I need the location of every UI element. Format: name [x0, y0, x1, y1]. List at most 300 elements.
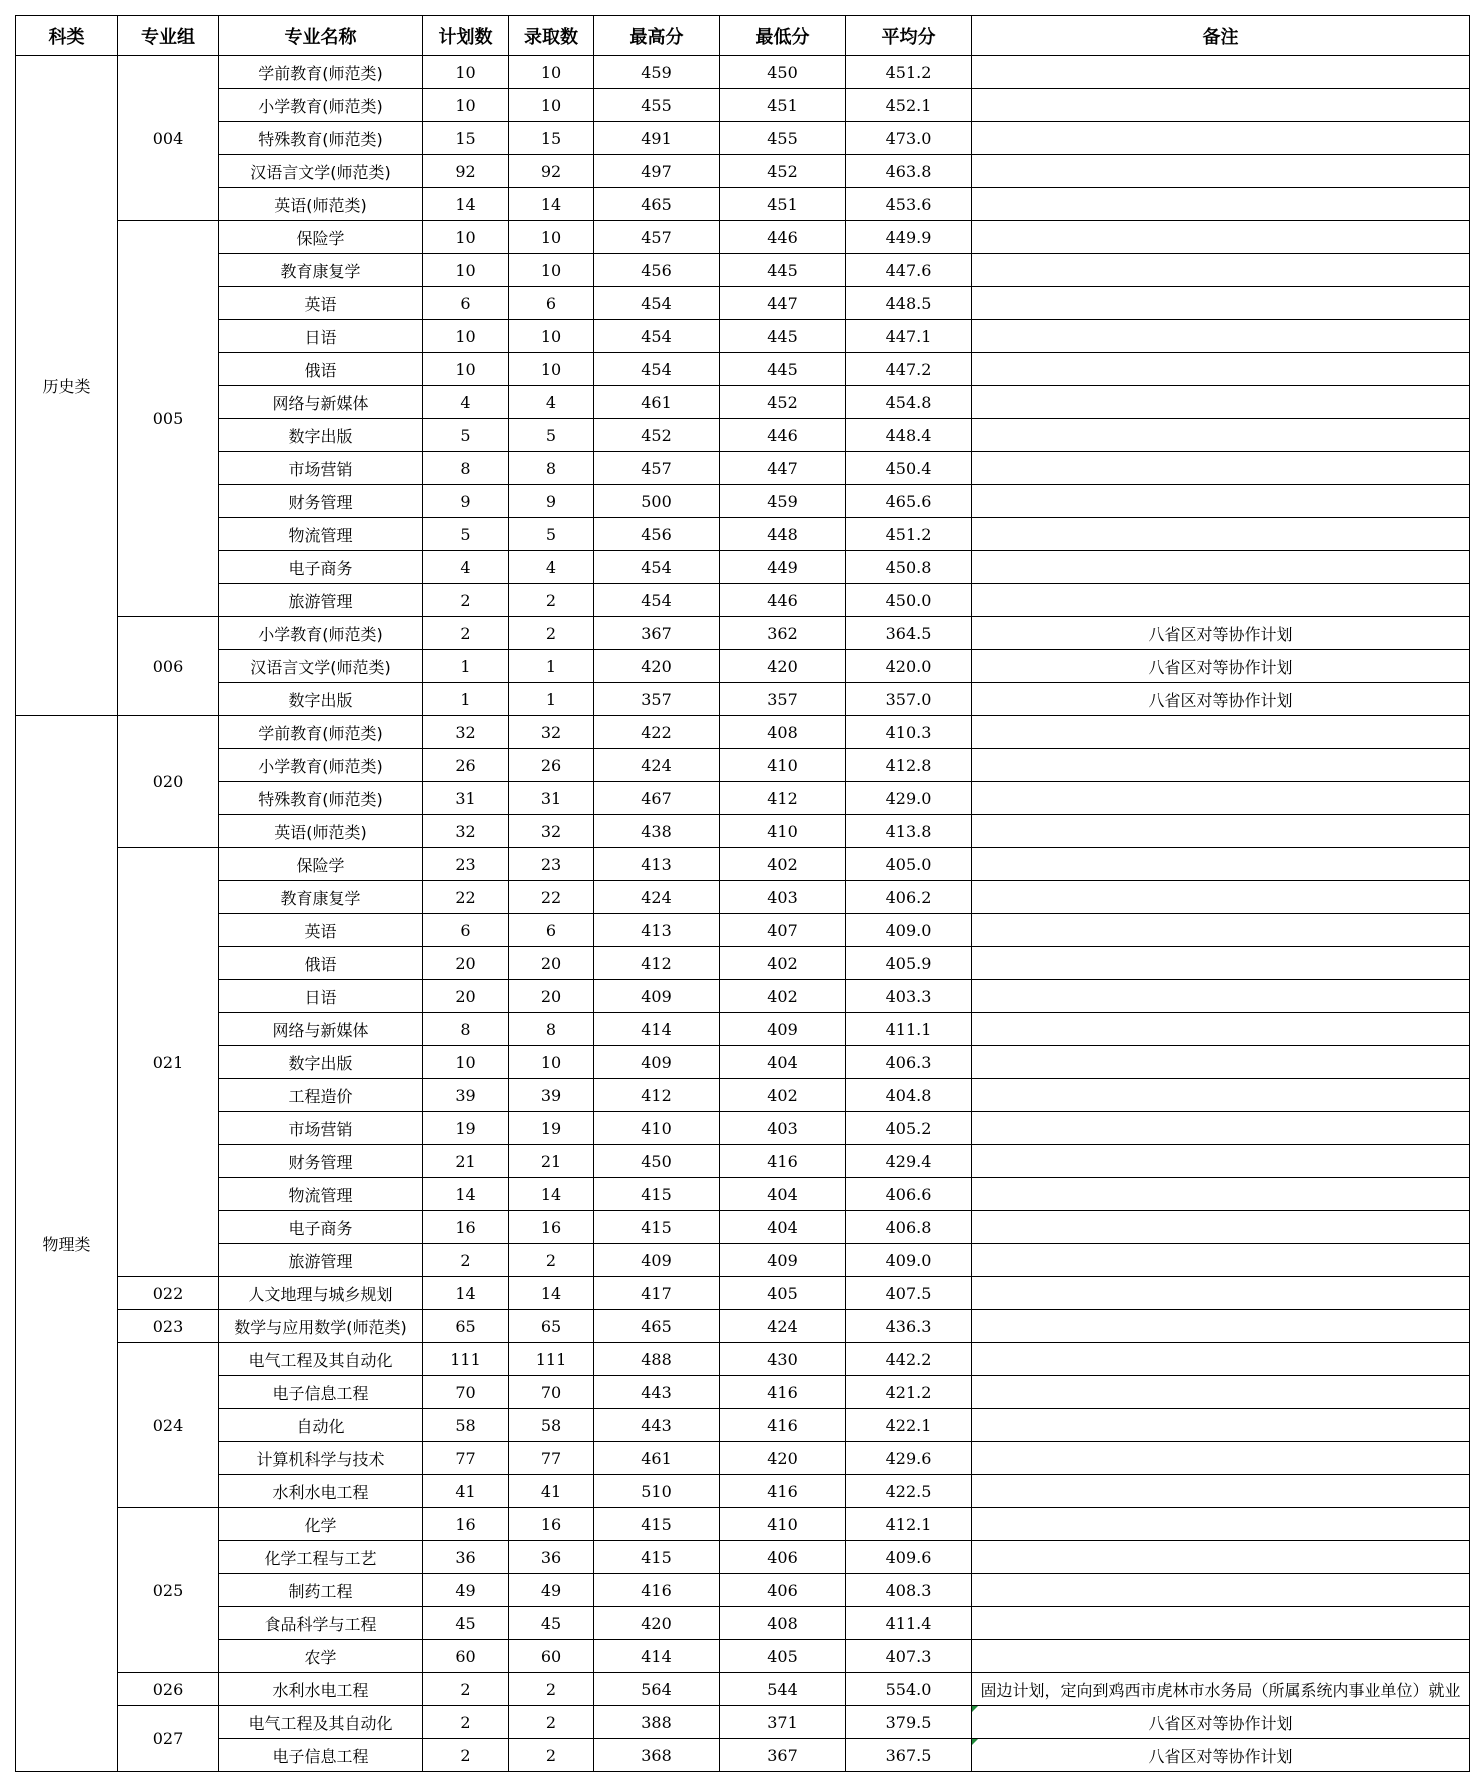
admitted-count-cell	[509, 1574, 594, 1607]
avg-score-cell-text: 451.2	[885, 524, 932, 544]
avg-score-cell	[846, 254, 972, 287]
plan-count-cell-text: 45	[455, 1613, 476, 1633]
plan-count-cell-text: 10	[455, 95, 476, 115]
min-score-cell	[720, 1409, 846, 1442]
avg-score-cell-text: 465.6	[885, 491, 932, 511]
major-name-cell	[219, 1211, 423, 1244]
plan-count-cell	[423, 287, 509, 320]
header-remark: 备注	[972, 16, 1470, 56]
plan-count-cell-text: 2	[460, 590, 471, 610]
max-score-cell-text: 497	[641, 161, 672, 181]
group-code-cell: 004	[118, 56, 219, 221]
min-score-cell	[720, 1211, 846, 1244]
avg-score-cell	[846, 914, 972, 947]
min-score-cell-text: 544	[767, 1679, 798, 1699]
table-row	[16, 89, 1470, 122]
major-name-cell	[219, 650, 423, 683]
max-score-cell	[594, 419, 720, 452]
plan-count-cell	[423, 1706, 509, 1739]
remark-cell-text: 八省区对等协作计划	[1148, 1713, 1293, 1733]
min-score-cell-text: 404	[767, 1184, 798, 1204]
avg-score-cell-text: 407.3	[885, 1646, 932, 1666]
plan-count-cell	[423, 155, 509, 188]
avg-score-cell-text: 364.5	[885, 623, 932, 643]
avg-score-cell	[846, 287, 972, 320]
table-row	[16, 353, 1470, 386]
admitted-count-cell	[509, 716, 594, 749]
remark-cell	[972, 1541, 1470, 1574]
avg-score-cell-text: 436.3	[885, 1316, 932, 1336]
remark-cell	[972, 650, 1470, 683]
admitted-count-cell	[509, 848, 594, 881]
max-score-cell-text: 465	[641, 1316, 672, 1336]
min-score-cell-text: 405	[767, 1283, 798, 1303]
plan-count-cell-text: 1	[460, 656, 471, 676]
admitted-count-cell	[509, 1079, 594, 1112]
table-row	[16, 1508, 1470, 1541]
plan-count-cell	[423, 1409, 509, 1442]
avg-score-cell	[846, 980, 972, 1013]
group-code-cell: 005	[118, 221, 219, 617]
avg-score-cell	[846, 749, 972, 782]
min-score-cell-text: 451	[767, 95, 798, 115]
major-name-cell	[219, 221, 423, 254]
plan-count-cell-text: 49	[455, 1580, 476, 1600]
avg-score-cell	[846, 1574, 972, 1607]
major-name-cell-text: 电子信息工程	[272, 1746, 369, 1766]
major-name-cell-text: 食品科学与工程	[264, 1614, 377, 1634]
max-score-cell-text: 414	[641, 1646, 672, 1666]
table-row	[16, 1013, 1470, 1046]
min-score-cell	[720, 419, 846, 452]
plan-count-cell-text: 9	[460, 491, 471, 511]
admitted-count-cell-text: 65	[540, 1316, 562, 1336]
max-score-cell	[594, 1640, 720, 1673]
max-score-cell-text: 459	[641, 62, 672, 82]
major-name-cell	[219, 1409, 423, 1442]
major-name-cell	[219, 1376, 423, 1409]
min-score-cell-text: 445	[767, 326, 798, 346]
plan-count-cell-text: 8	[460, 458, 471, 478]
plan-count-cell	[423, 320, 509, 353]
admitted-count-cell	[509, 221, 594, 254]
avg-score-cell	[846, 881, 972, 914]
remark-cell	[972, 947, 1470, 980]
plan-count-cell	[423, 1541, 509, 1574]
max-score-cell	[594, 188, 720, 221]
avg-score-cell-text: 453.6	[885, 194, 932, 214]
remark-cell	[972, 221, 1470, 254]
min-score-cell	[720, 1079, 846, 1112]
min-score-cell-text: 445	[767, 260, 798, 280]
avg-score-cell	[846, 947, 972, 980]
category-cell: 历史类	[16, 56, 118, 716]
max-score-cell-text: 414	[641, 1019, 672, 1039]
table-row	[16, 947, 1470, 980]
plan-count-cell	[423, 188, 509, 221]
max-score-cell	[594, 221, 720, 254]
min-score-cell	[720, 947, 846, 980]
max-score-cell	[594, 782, 720, 815]
min-score-cell	[720, 122, 846, 155]
admitted-count-cell-text: 77	[540, 1448, 562, 1468]
admitted-count-cell	[509, 1475, 594, 1508]
max-score-cell-text: 443	[641, 1415, 672, 1435]
table-row	[16, 1574, 1470, 1607]
major-name-cell	[219, 89, 423, 122]
remark-cell	[972, 1211, 1470, 1244]
plan-count-cell-text: 5	[460, 524, 471, 544]
avg-score-cell-text: 411.4	[885, 1613, 932, 1633]
remark-cell	[972, 1508, 1470, 1541]
avg-score-cell	[846, 584, 972, 617]
max-score-cell-text: 416	[641, 1580, 672, 1600]
max-score-cell	[594, 1541, 720, 1574]
min-score-cell-text: 446	[767, 590, 798, 610]
min-score-cell	[720, 683, 846, 716]
admitted-count-cell-text: 5	[545, 425, 557, 445]
header-major: 专业名称	[219, 16, 423, 56]
major-name-cell-text: 物流管理	[288, 525, 353, 545]
max-score-cell	[594, 716, 720, 749]
table-row	[16, 1673, 1470, 1706]
min-score-cell	[720, 782, 846, 815]
min-score-cell-text: 452	[767, 392, 798, 412]
avg-score-cell	[846, 122, 972, 155]
remark-cell	[972, 1277, 1470, 1310]
min-score-cell	[720, 1277, 846, 1310]
avg-score-cell-text: 412.8	[885, 755, 932, 775]
avg-score-cell	[846, 1541, 972, 1574]
admitted-count-cell	[509, 551, 594, 584]
table-row	[16, 56, 1470, 89]
remark-cell	[972, 254, 1470, 287]
plan-count-cell-text: 36	[455, 1547, 476, 1567]
table-row	[16, 683, 1470, 716]
admitted-count-cell	[509, 1343, 594, 1376]
min-score-cell-text: 416	[767, 1481, 798, 1501]
plan-count-cell-text: 58	[455, 1415, 476, 1435]
major-name-cell-text: 教育康复学	[280, 888, 361, 908]
min-score-cell-text: 409	[767, 1019, 798, 1039]
admitted-count-cell-text: 10	[540, 62, 562, 82]
major-name-cell-text: 财务管理	[288, 1152, 353, 1172]
admitted-count-cell-text: 22	[540, 887, 562, 907]
plan-count-cell-text: 5	[460, 425, 471, 445]
admitted-count-cell	[509, 1607, 594, 1640]
table-row	[16, 386, 1470, 419]
plan-count-cell	[423, 1079, 509, 1112]
remark-cell	[972, 914, 1470, 947]
max-score-cell-text: 454	[641, 293, 672, 313]
avg-score-cell	[846, 1145, 972, 1178]
plan-count-cell	[423, 1046, 509, 1079]
group-code-cell: 026	[118, 1673, 219, 1706]
admitted-count-cell-text: 6	[545, 293, 557, 313]
min-score-cell	[720, 881, 846, 914]
min-score-cell-text: 420	[767, 1448, 798, 1468]
table-row	[16, 1310, 1470, 1343]
remark-cell-text: 八省区对等协作计划	[1148, 690, 1293, 710]
table-row	[16, 1607, 1470, 1640]
admitted-count-cell	[509, 254, 594, 287]
admitted-count-cell	[509, 56, 594, 89]
min-score-cell	[720, 254, 846, 287]
avg-score-cell-text: 463.8	[885, 161, 932, 181]
major-name-cell-text: 英语	[304, 921, 337, 941]
avg-score-cell-text: 452.1	[885, 95, 932, 115]
avg-score-cell	[846, 1013, 972, 1046]
plan-count-cell-text: 2	[460, 1250, 471, 1270]
max-score-cell	[594, 155, 720, 188]
max-score-cell	[594, 1376, 720, 1409]
plan-count-cell-text: 70	[455, 1382, 476, 1402]
admitted-count-cell-text: 2	[545, 590, 557, 610]
group-code-cell: 025	[118, 1508, 219, 1673]
avg-score-cell	[846, 848, 972, 881]
major-name-cell	[219, 1673, 423, 1706]
major-name-cell	[219, 683, 423, 716]
min-score-cell-text: 402	[767, 854, 798, 874]
major-name-cell-text: 教育康复学	[280, 261, 361, 281]
major-name-cell-text: 小学教育(师范类)	[258, 96, 383, 116]
remark-cell	[972, 1079, 1470, 1112]
major-name-cell-text: 数字出版	[288, 1053, 353, 1073]
major-name-cell-text: 英语	[304, 294, 337, 314]
min-score-cell	[720, 1574, 846, 1607]
plan-count-cell	[423, 254, 509, 287]
max-score-cell	[594, 1343, 720, 1376]
max-score-cell	[594, 254, 720, 287]
avg-score-cell-text: 404.8	[885, 1085, 932, 1105]
min-score-cell	[720, 848, 846, 881]
admitted-count-cell	[509, 1376, 594, 1409]
min-score-cell	[720, 1706, 846, 1739]
admitted-count-cell-text: 45	[540, 1613, 562, 1633]
avg-score-cell	[846, 782, 972, 815]
avg-score-cell	[846, 386, 972, 419]
table-row	[16, 1475, 1470, 1508]
major-name-cell-text: 学前教育(师范类)	[258, 63, 383, 83]
table-row	[16, 1277, 1470, 1310]
major-name-cell-text: 学前教育(师范类)	[258, 723, 383, 743]
min-score-cell	[720, 1112, 846, 1145]
major-name-cell-text: 汉语言文学(师范类)	[250, 162, 391, 182]
plan-count-cell	[423, 617, 509, 650]
major-name-cell-text: 制药工程	[288, 1581, 353, 1601]
avg-score-cell-text: 449.9	[885, 227, 932, 247]
major-name-cell	[219, 980, 423, 1013]
remark-cell	[972, 815, 1470, 848]
remark-cell	[972, 1442, 1470, 1475]
plan-count-cell	[423, 848, 509, 881]
plan-count-cell-text: 10	[455, 227, 476, 247]
remark-cell	[972, 287, 1470, 320]
major-name-cell	[219, 1343, 423, 1376]
max-score-cell	[594, 881, 720, 914]
group-code-cell: 023	[118, 1310, 219, 1343]
plan-count-cell-text: 19	[455, 1118, 476, 1138]
max-score-cell-text: 422	[641, 722, 672, 742]
major-name-cell	[219, 56, 423, 89]
avg-score-cell	[846, 1442, 972, 1475]
plan-count-cell-text: 2	[460, 1712, 471, 1732]
plan-count-cell-text: 10	[455, 326, 476, 346]
remark-cell	[972, 1475, 1470, 1508]
avg-score-cell-text: 447.1	[885, 326, 932, 346]
max-score-cell	[594, 56, 720, 89]
major-name-cell	[219, 122, 423, 155]
max-score-cell-text: 456	[641, 524, 672, 544]
table-row	[16, 155, 1470, 188]
table-row	[16, 1046, 1470, 1079]
min-score-cell-text: 408	[767, 1613, 798, 1633]
major-name-cell-text: 保险学	[296, 855, 345, 875]
min-score-cell-text: 424	[767, 1316, 798, 1336]
header-plan: 计划数	[423, 16, 509, 56]
min-score-cell-text: 402	[767, 1085, 798, 1105]
major-name-cell	[219, 353, 423, 386]
major-name-cell	[219, 386, 423, 419]
max-score-cell-text: 409	[641, 1250, 672, 1270]
avg-score-cell-text: 447.2	[885, 359, 932, 379]
admitted-count-cell	[509, 1277, 594, 1310]
major-name-cell-text: 旅游管理	[288, 1251, 353, 1271]
avg-score-cell-text: 447.6	[885, 260, 932, 280]
admitted-count-cell-text: 8	[545, 1019, 557, 1039]
max-score-cell-text: 388	[641, 1712, 672, 1732]
min-score-cell	[720, 650, 846, 683]
avg-score-cell	[846, 419, 972, 452]
remark-cell-text: 固边计划，定向到鸡西市虎林市水务局（所属系统内事业单位）就业	[980, 1680, 1461, 1700]
min-score-cell	[720, 1607, 846, 1640]
max-score-cell-text: 500	[641, 491, 672, 511]
max-score-cell-text: 443	[641, 1382, 672, 1402]
plan-count-cell-text: 92	[455, 161, 476, 181]
admitted-count-cell-text: 92	[540, 161, 562, 181]
plan-count-cell	[423, 914, 509, 947]
min-score-cell-text: 446	[767, 227, 798, 247]
admitted-count-cell-text: 23	[540, 854, 562, 874]
avg-score-cell	[846, 89, 972, 122]
major-name-cell	[219, 1442, 423, 1475]
max-score-cell	[594, 1706, 720, 1739]
remark-cell	[972, 1376, 1470, 1409]
major-name-cell	[219, 1244, 423, 1277]
avg-score-cell	[846, 1706, 972, 1739]
major-name-cell-text: 电气工程及其自动化	[248, 1350, 393, 1370]
max-score-cell	[594, 1607, 720, 1640]
avg-score-cell-text: 367.5	[885, 1745, 932, 1765]
max-score-cell	[594, 1310, 720, 1343]
table-row	[16, 881, 1470, 914]
plan-count-cell	[423, 1211, 509, 1244]
admitted-count-cell	[509, 1211, 594, 1244]
max-score-cell-text: 413	[641, 920, 672, 940]
admitted-count-cell	[509, 1508, 594, 1541]
admission-scores-table	[15, 15, 1470, 1772]
admitted-count-cell	[509, 89, 594, 122]
major-name-cell-text: 物流管理	[288, 1185, 353, 1205]
table-row	[16, 815, 1470, 848]
remark-cell-text: 八省区对等协作计划	[1148, 624, 1293, 644]
min-score-cell	[720, 1673, 846, 1706]
avg-score-cell-text: 429.6	[885, 1448, 932, 1468]
min-score-cell-text: 403	[767, 887, 798, 907]
max-score-cell	[594, 749, 720, 782]
major-name-cell	[219, 1475, 423, 1508]
max-score-cell	[594, 485, 720, 518]
max-score-cell-text: 417	[641, 1283, 672, 1303]
admitted-count-cell-text: 2	[545, 623, 557, 643]
min-score-cell-text: 357	[767, 689, 798, 709]
avg-score-cell	[846, 1343, 972, 1376]
major-name-cell	[219, 1607, 423, 1640]
plan-count-cell	[423, 1673, 509, 1706]
max-score-cell-text: 457	[641, 227, 672, 247]
plan-count-cell-text: 77	[455, 1448, 476, 1468]
admitted-count-cell	[509, 1013, 594, 1046]
admitted-count-cell-text: 39	[540, 1085, 562, 1105]
major-name-cell-text: 特殊教育(师范类)	[258, 129, 383, 149]
plan-count-cell-text: 14	[455, 1184, 476, 1204]
major-name-cell	[219, 782, 423, 815]
header-category: 科类	[16, 16, 118, 56]
avg-score-cell-text: 408.3	[885, 1580, 932, 1600]
remark-cell	[972, 485, 1470, 518]
max-score-cell	[594, 320, 720, 353]
plan-count-cell	[423, 716, 509, 749]
avg-score-cell-text: 429.4	[885, 1151, 932, 1171]
table-row	[16, 1178, 1470, 1211]
min-score-cell-text: 447	[767, 458, 798, 478]
max-score-cell-text: 491	[641, 128, 672, 148]
table-row	[16, 320, 1470, 353]
max-score-cell	[594, 650, 720, 683]
min-score-cell	[720, 353, 846, 386]
error-indicator-icon	[972, 1706, 978, 1712]
min-score-cell	[720, 320, 846, 353]
admitted-count-cell	[509, 419, 594, 452]
remark-cell	[972, 1574, 1470, 1607]
max-score-cell	[594, 1211, 720, 1244]
major-name-cell-text: 电子信息工程	[272, 1383, 369, 1403]
major-name-cell-text: 市场营销	[288, 1119, 353, 1139]
plan-count-cell	[423, 1376, 509, 1409]
plan-count-cell	[423, 683, 509, 716]
min-score-cell-text: 362	[767, 623, 798, 643]
max-score-cell-text: 564	[641, 1679, 672, 1699]
max-score-cell-text: 467	[641, 788, 672, 808]
plan-count-cell	[423, 122, 509, 155]
major-name-cell	[219, 419, 423, 452]
avg-score-cell-text: 409.0	[885, 1250, 932, 1270]
plan-count-cell-text: 20	[455, 953, 476, 973]
max-score-cell-text: 454	[641, 326, 672, 346]
max-score-cell	[594, 1112, 720, 1145]
major-name-cell	[219, 1046, 423, 1079]
max-score-cell-text: 412	[641, 953, 672, 973]
plan-count-cell-text: 60	[455, 1646, 476, 1666]
remark-cell	[972, 716, 1470, 749]
min-score-cell	[720, 56, 846, 89]
admitted-count-cell	[509, 485, 594, 518]
admitted-count-cell-text: 5	[545, 524, 557, 544]
header-group: 专业组	[118, 16, 219, 56]
major-name-cell	[219, 485, 423, 518]
plan-count-cell-text: 4	[460, 392, 471, 412]
min-score-cell-text: 430	[767, 1349, 798, 1369]
